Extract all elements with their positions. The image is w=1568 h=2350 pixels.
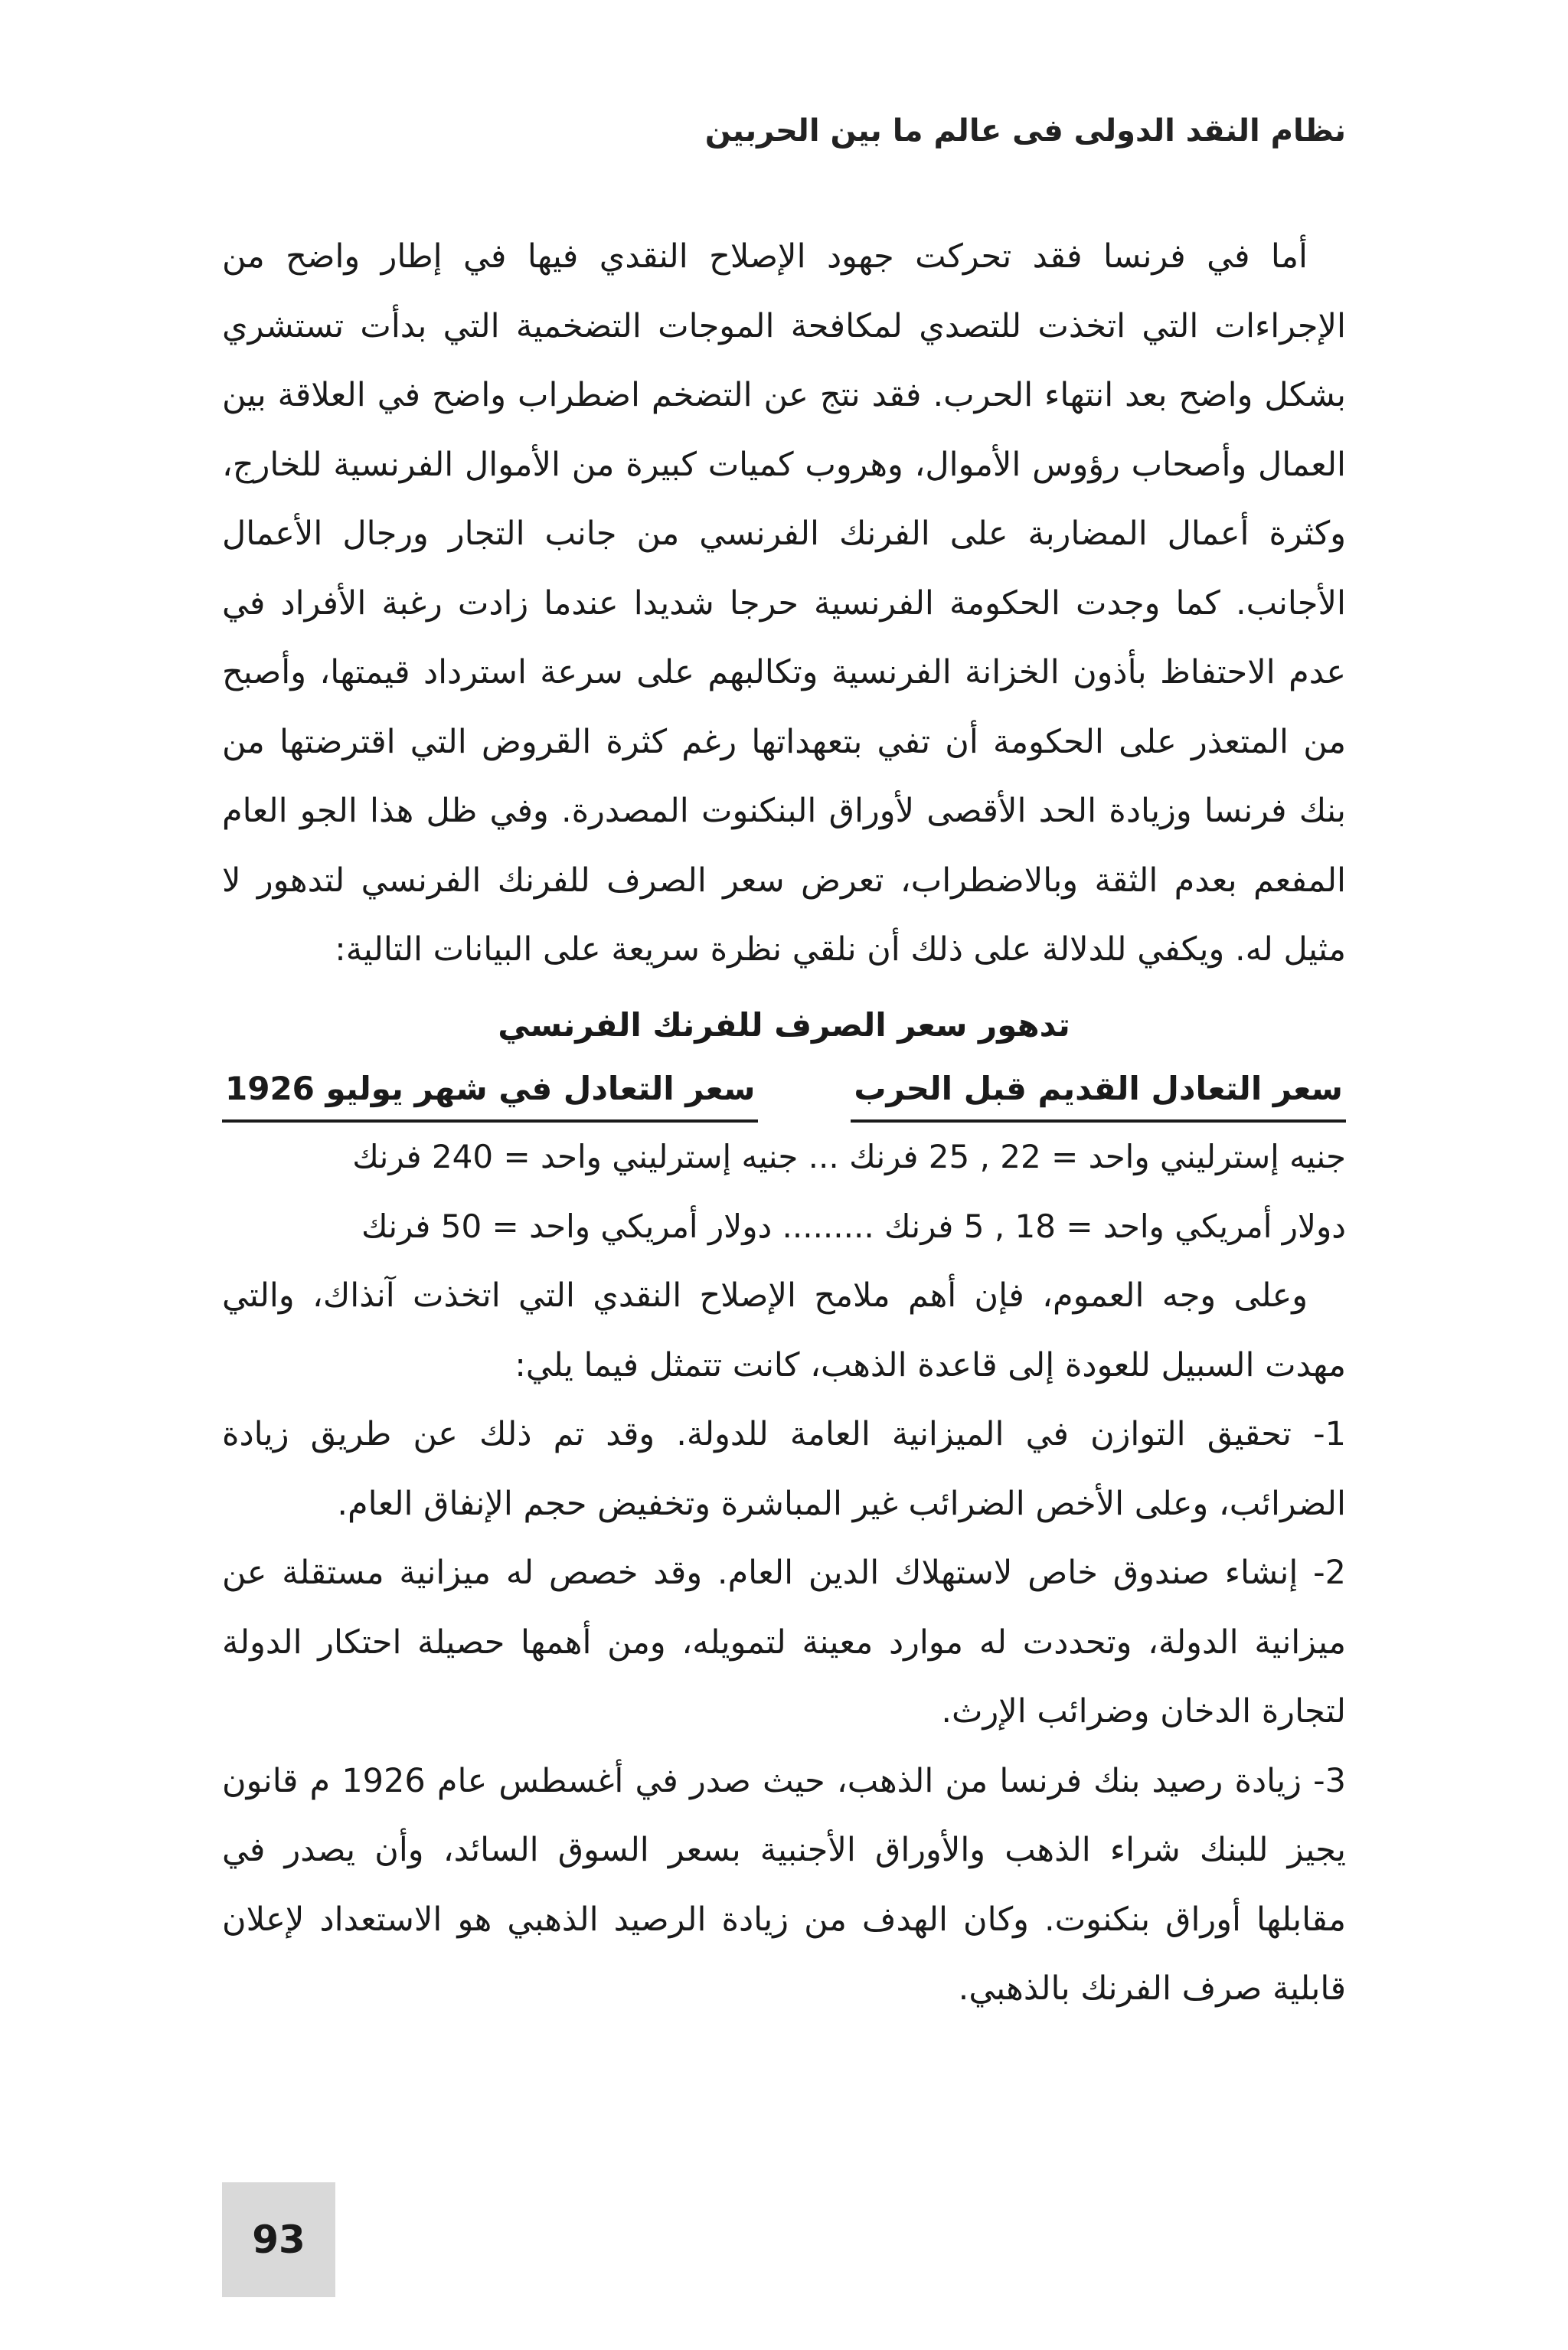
exchange-row-sterling: جنيه إسترليني واحد = 22 , 25 فرنك ... جنيه إسترليني واحد = 240 فرنك xyxy=(352,1138,1346,1175)
list-item-gold-reserve: 3- زيادة رصيد بنك فرنسا من الذهب، حيث صدر في أغسطس عام 1926 م قانون يجيز للبنك شراء الذهب والأوراق الأجنبية بسعر السوق السائد، وأن يصدر في مقابلها أوراق بنكنوت. وكان الهدف من زيادة الرصيد الذهبي هو الاستعداد لإعلان قابلية صرف الفرنك بالذهبي. xyxy=(222,1761,1346,2008)
paragraph-france-reform: أما في فرنسا فقد تحركت جهود الإصلاح النقدي فيها في إطار واضح من الإجراءات التي اتخذت للتصدي لمكافحة الموجات التضخمية التي بدأت تستشري بشكل واضح بعد انتهاء الحرب. فقد نتج عن التضخم اضطراب واضح في العلاقة بين العمال وأصحاب رؤوس الأموال، وهروب كميات كبيرة من الأموال الفرنسية للخارج، وكثرة أعمال المضاربة على الفرنك الفرنسي من جانب التجار ورجال الأعمال الأجانب. كما وجدت الحكومة الفرنسية حرجا شديدا عندما زادت رغبة الأفراد في عدم الاحتفاظ بأذون الخزانة الفرنسية وتكالبهم على سرعة استرداد قيمتها، وأصبح من المتعذر على الحكومة أن تفي بتعهداتها رغم كثرة القروض التي اقترضتها من بنك فرنسا وزيادة الحد الأقصى لأوراق البنكنوت المصدرة. وفي ظل هذا الجو العام المفعم بعدم الثقة وبالاضطراب، تعرض سعر الصرف للفرنك الفرنسي لتدهور لا مثيل له. ويكفي للدلالة على ذلك أن نلقي نظرة سريعة على البيانات التالية: xyxy=(222,237,1346,969)
column-header-old-parity: سعر التعادل القديم قبل الحرب xyxy=(851,1060,1346,1123)
paragraph-reform-features: وعلى وجه العموم، فإن أهم ملامح الإصلاح النقدي التي اتخذت آنذاك، والتي مهدت السبيل للعودة إلى قاعدة الذهب، كانت تتمثل فيما يلي: xyxy=(222,1276,1346,1384)
column-header-new-parity: سعر التعادل في شهر يوليو 1926 xyxy=(222,1060,758,1123)
running-header: نظام النقد الدولى فى عالم ما بين الحربين xyxy=(704,113,1346,149)
exchange-table-headers xyxy=(222,1060,1346,1123)
page-number: 93 xyxy=(222,2182,335,2297)
exchange-table-title: تدهور سعر الصرف للفرنك الفرنسي xyxy=(498,1005,1070,1044)
main-text xyxy=(222,222,1346,2024)
exchange-row-dollar: دولار أمريكي واحد = 18 , 5 فرنك ......... دولار أمريكي واحد = 50 فرنك xyxy=(361,1207,1346,1245)
list-item-budget-balance: 1- تحقيق التوازن في الميزانية العامة للدولة. وقد تم ذلك عن طريق زيادة الضرائب، وعلى الأخص الضرائب غير المباشرة وتخفيض حجم الإنفاق العام. xyxy=(222,1415,1346,1523)
list-item-debt-fund: 2- إنشاء صندوق خاص لاستهلاك الدين العام. وقد خصص له ميزانية مستقلة عن ميزانية الدولة، وتحددت له موارد معينة لتمويله، ومن أهمها حصيلة احتكار الدولة لتجارة الدخان وضرائب الإرث. xyxy=(222,1554,1346,1731)
